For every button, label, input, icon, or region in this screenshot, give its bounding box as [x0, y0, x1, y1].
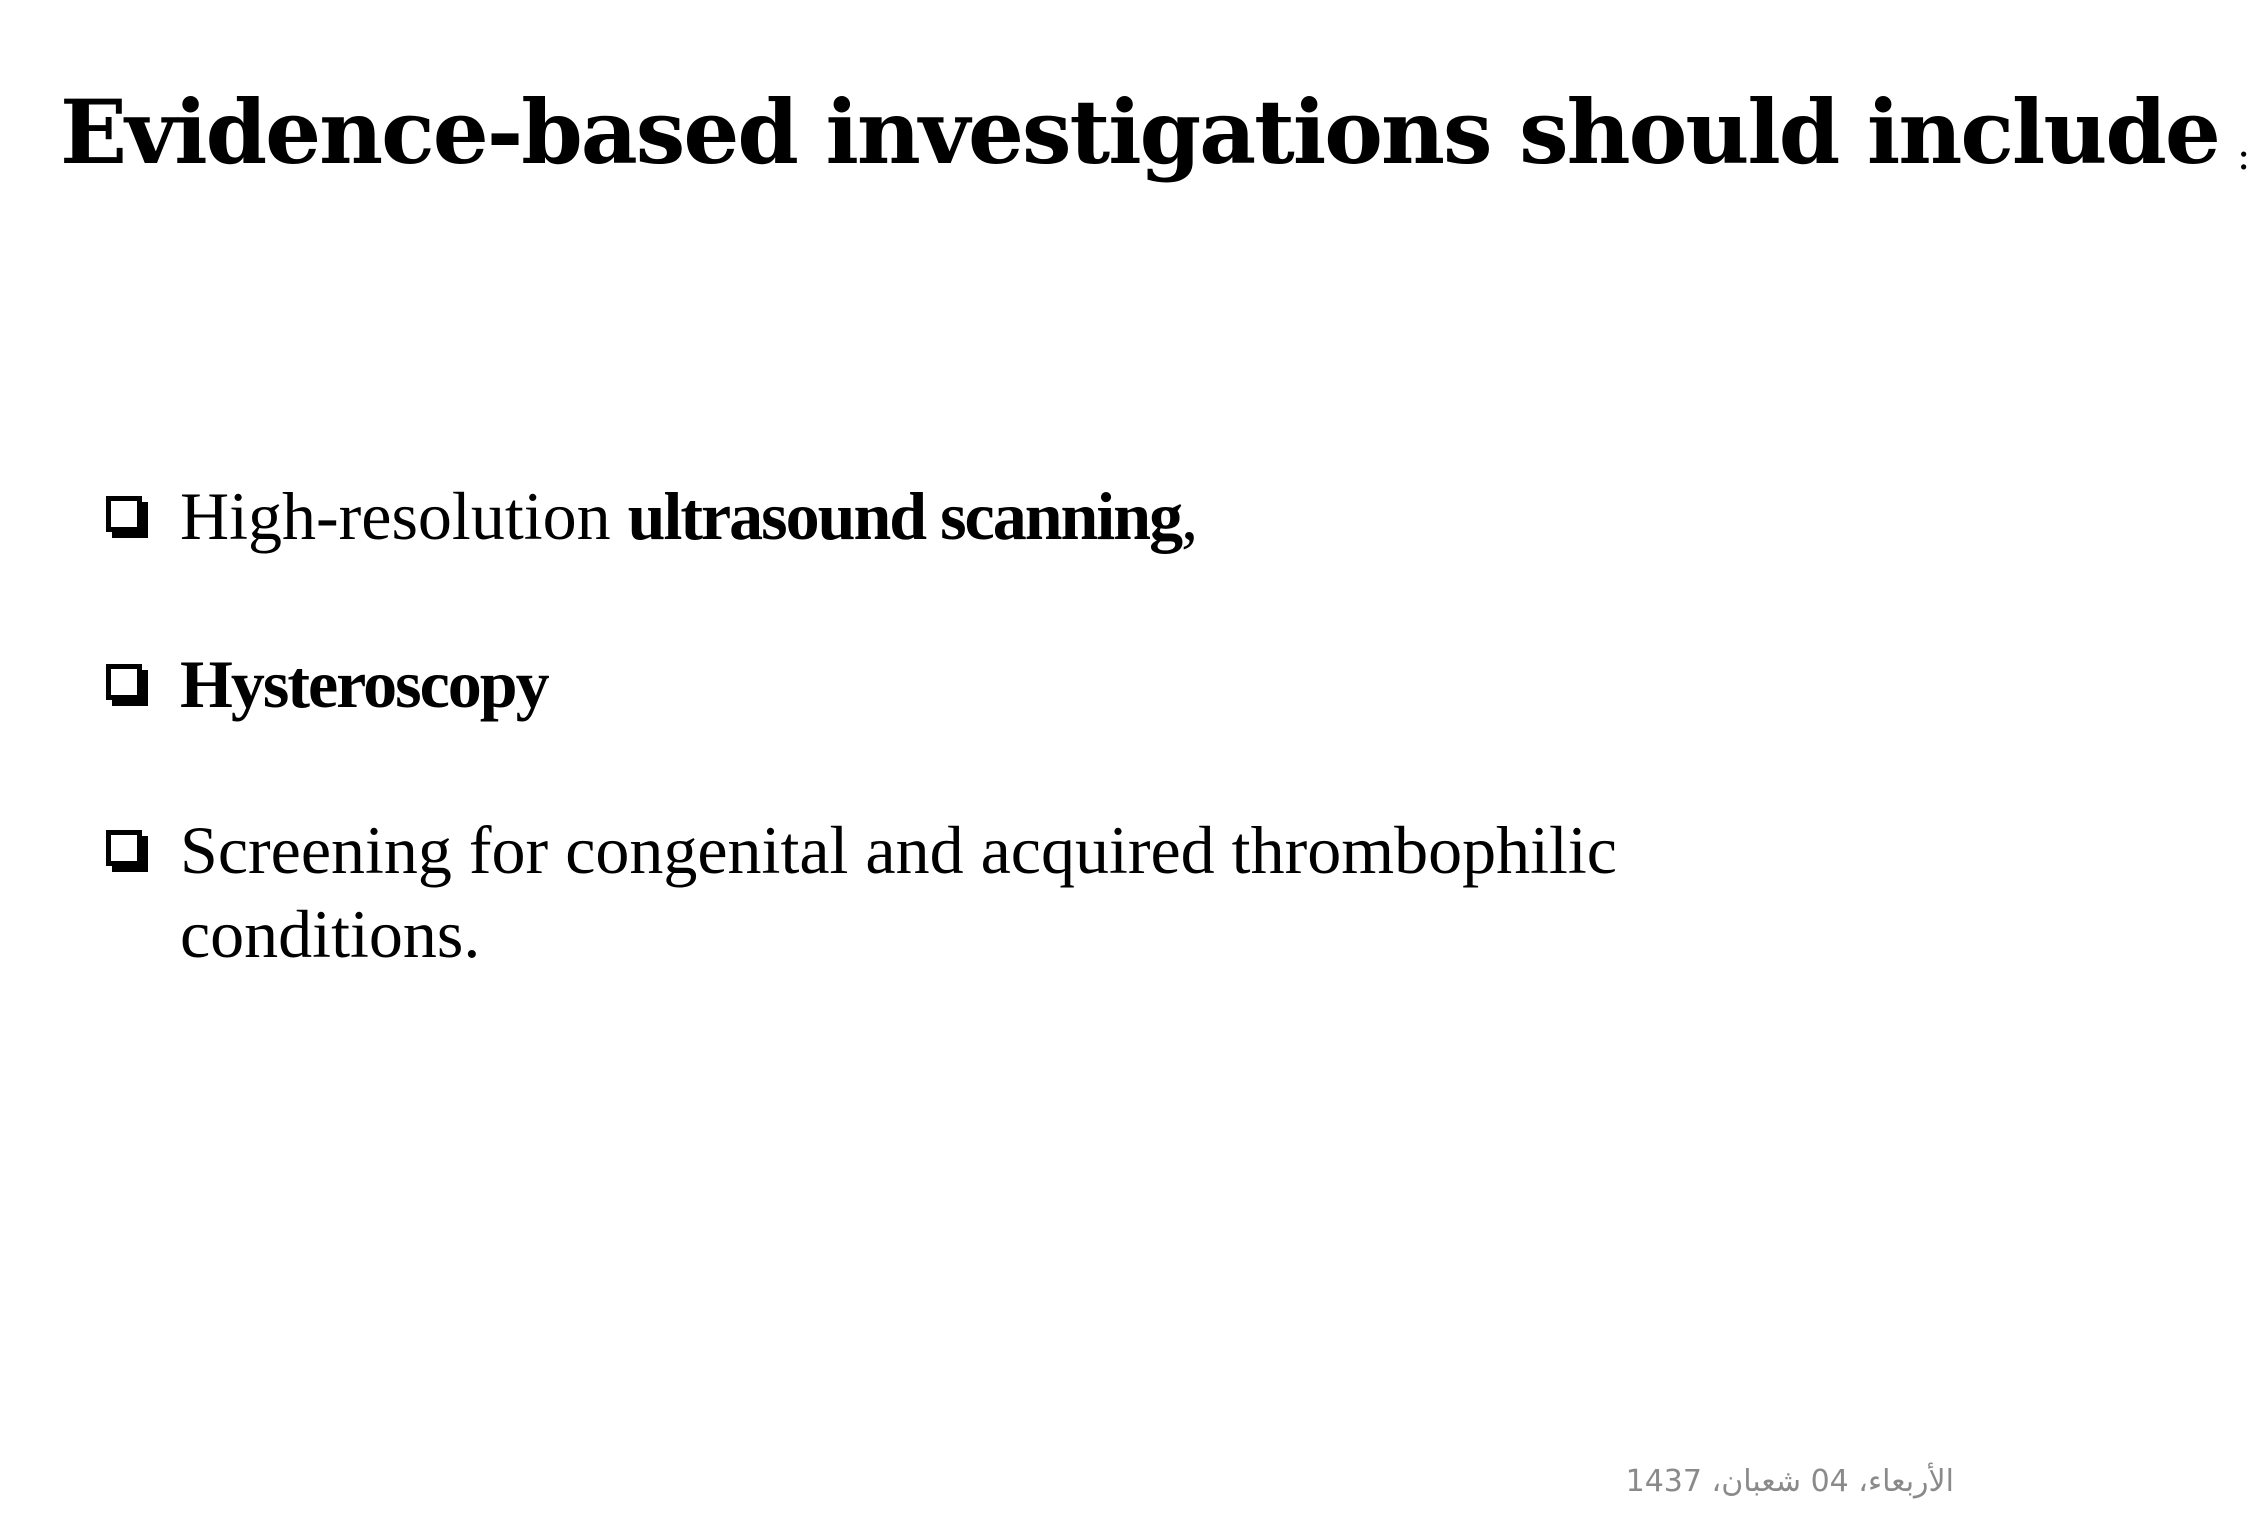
checkbox-square-icon: [106, 496, 142, 532]
bullet-text: [180, 808, 1780, 976]
bullet-text-plain: High-resolution: [180, 478, 628, 554]
footer-date: الأربعاء، 04 شعبان، 1437: [1625, 1464, 1954, 1499]
slide-title: [60, 82, 2248, 206]
bullet-text-trailing: ,: [1181, 478, 1199, 554]
bullet-item-hysteroscopy: [106, 642, 1806, 726]
checkbox-square-icon: [106, 664, 142, 700]
bullet-text-plain: Screening for congenital and acquired thrombophilic conditions.: [180, 812, 1617, 972]
bullet-text-bold: Hysteroscopy: [180, 646, 548, 722]
slide-title-colon: :: [2236, 133, 2248, 179]
bullet-text: [180, 474, 1780, 558]
checkbox-square-icon: [106, 830, 142, 866]
bullet-item-ultrasound: [106, 474, 1806, 558]
bullet-text: [180, 642, 1780, 726]
slide-title-text: Evidence-based investigations should include: [60, 80, 2219, 184]
bullet-item-thrombophilia: [106, 808, 1806, 976]
bullet-text-bold: ultrasound scanning: [627, 478, 1182, 554]
